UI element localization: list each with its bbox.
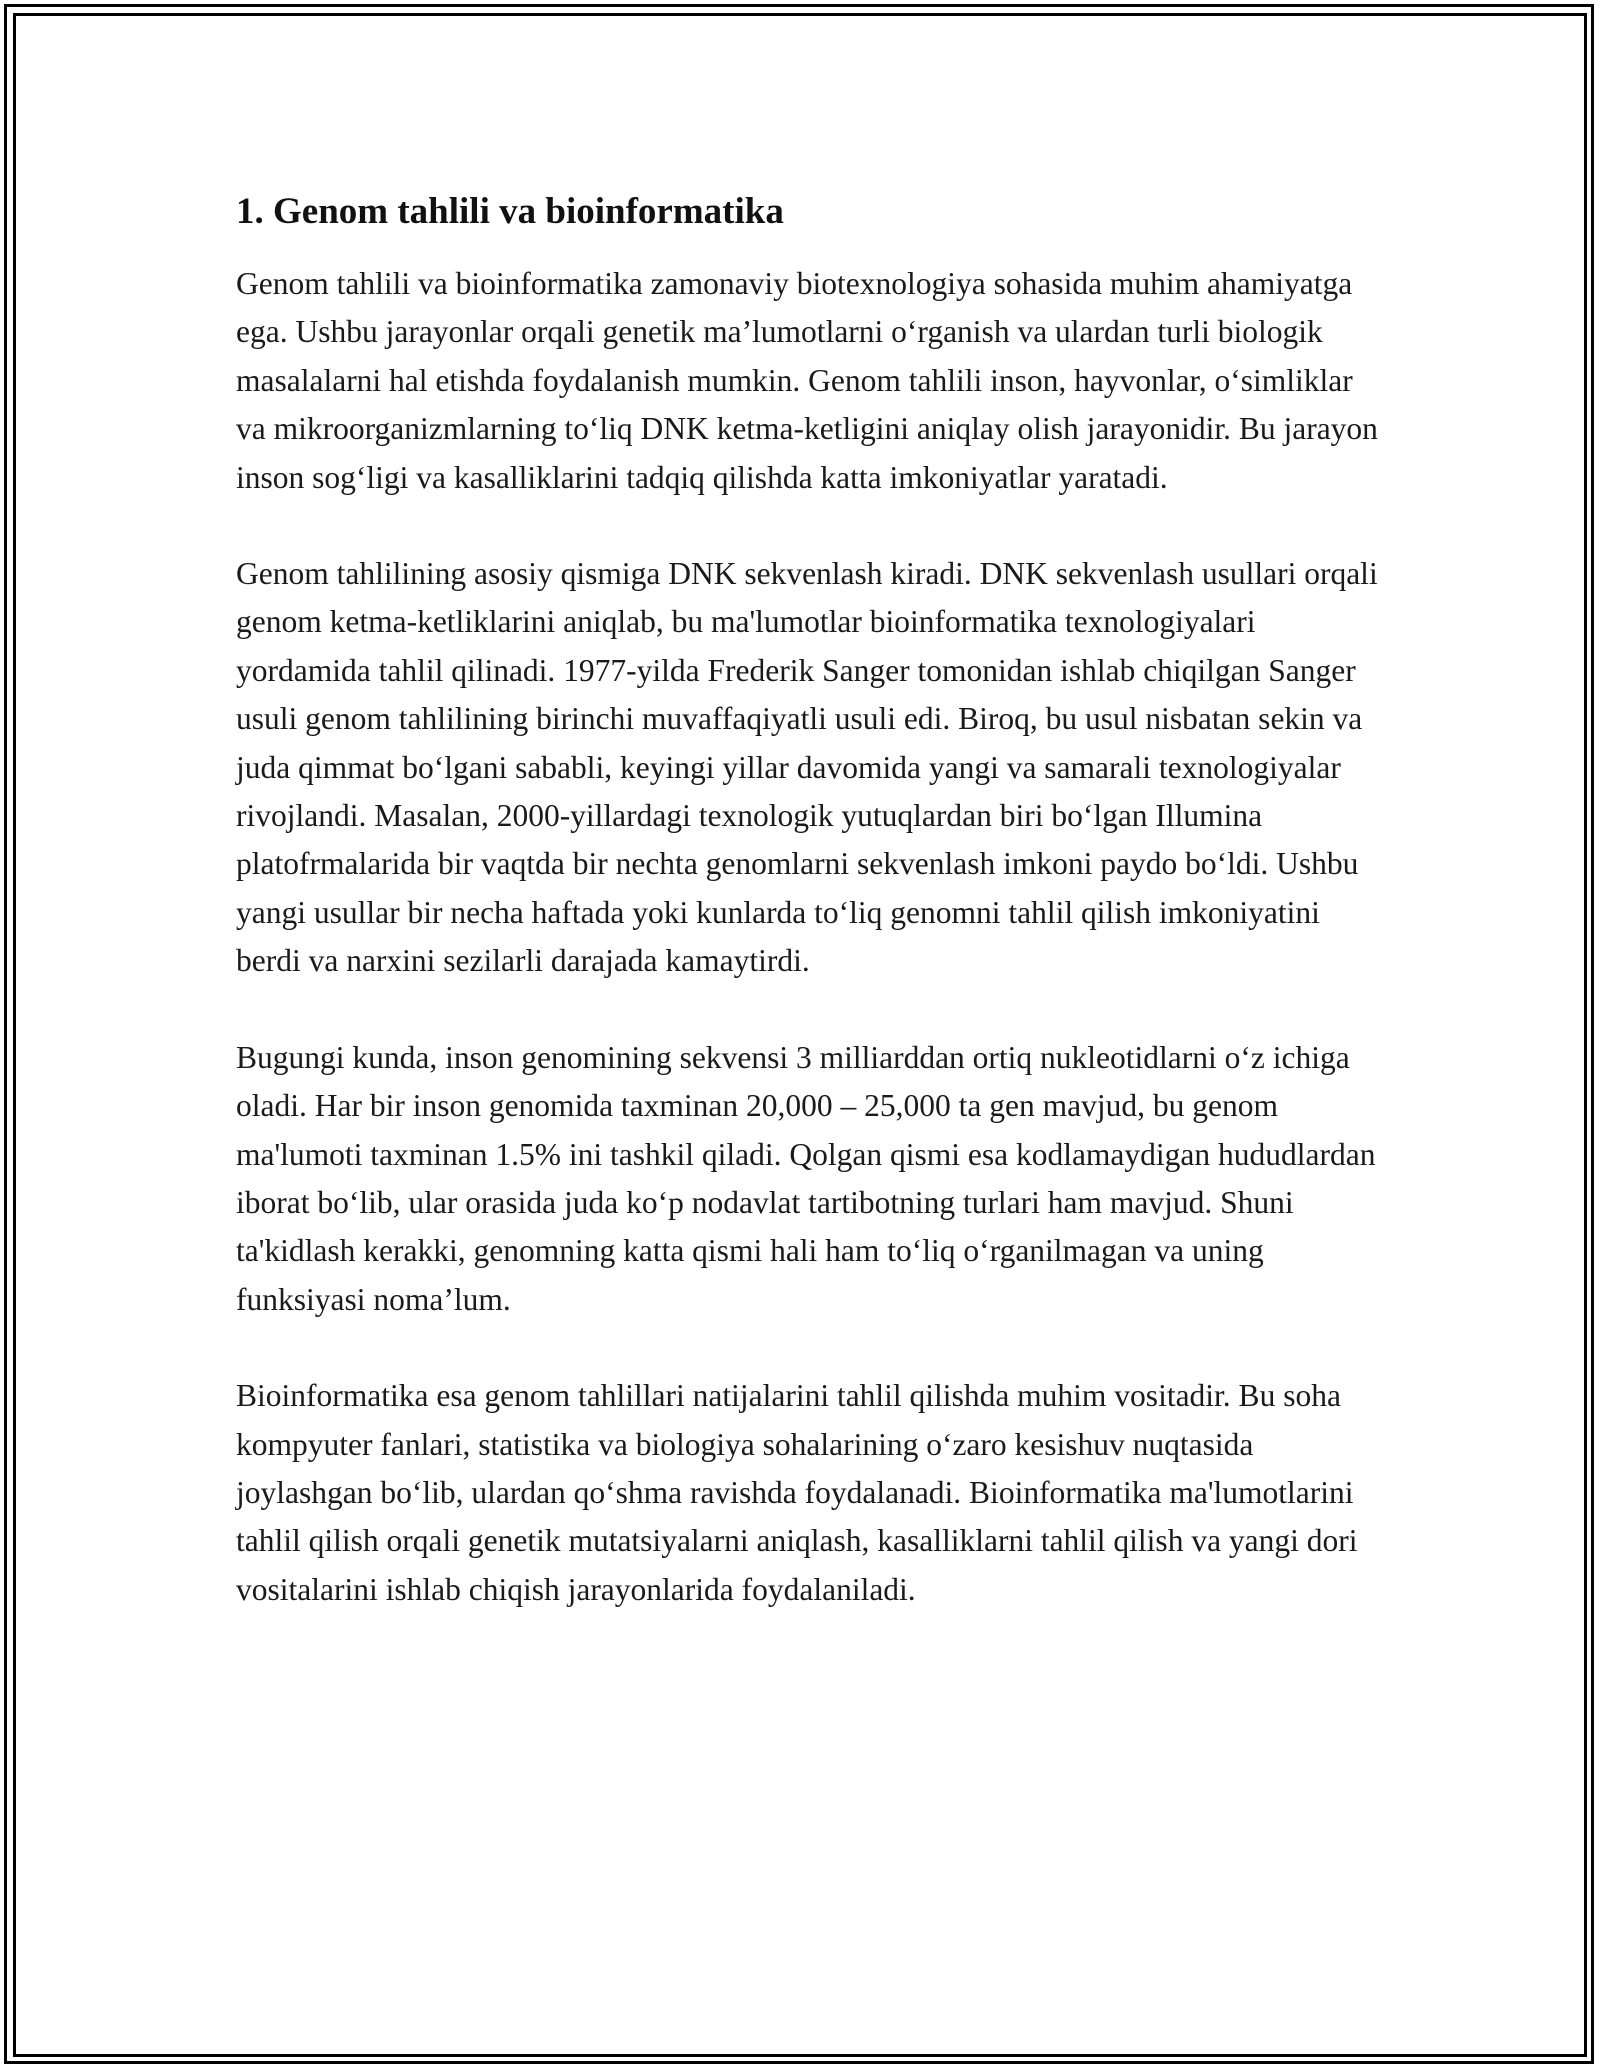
paragraph-1: Genom tahlili va bioinformatika zamonaviy biotexnologiya sohasida muhim ahamiyatga ega. Ushbu jarayonlar orqali genetik ma’lumotlarni o‘rganish va ulardan turli biologik masalalarni hal etishda foydalanish mumkin. Genom tahlili inson, hayvonlar, o‘simliklar va mikroorganizmlarning to‘liq DNK ketma-ketligini aniqlay olish jarayonidir. Bu jarayon inson sog‘ligi va kasalliklarini tadqiq qilishda katta imkoniyatlar yaratadi.: [236, 266, 1378, 495]
section-heading: 1. Genom tahlili va bioinformatika: [236, 191, 784, 232]
paragraph-2: Genom tahlilining asosiy qismiga DNK sekvenlash kiradi. DNK sekvenlash usullari orqali genom ketma-ketliklarini aniqlab, bu ma'lumotlar bioinformatika texnologiyalari yordamida tahlil qilinadi. 1977-yilda Frederik Sanger tomonidan ishlab chiqilgan Sanger usuli genom tahlilining birinchi muvaffaqiyatli usuli edi. Biroq, bu usul nisbatan sekin va juda qimmat bo‘lgani sababli, keyingi yillar davomida yangi va samarali texnologiyalar rivojlandi. Masalan, 2000-yillardagi texnologik yutuqlardan biri bo‘lgan Illumina platofrmalarida bir vaqtda bir nechta genomlarni sekvenlash imkoni paydo bo‘ldi. Ushbu yangi usullar bir necha haftada yoki kunlarda to‘liq genomni tahlil qilish imkoniyatini berdi va narxini sezilarli darajada kamaytirdi.: [236, 556, 1378, 979]
document-body: [236, 186, 1386, 1662]
paragraph-3: Bugungi kunda, inson genomining sekvensi 3 milliarddan ortiq nukleotidlarni o‘z ichiga oladi. Har bir inson genomida taxminan 20,000 – 25,000 ta gen mavjud, bu genom ma'lumoti taxminan 1.5% ini tashkil qiladi. Qolgan qismi esa kodlamaydigan hududlardan iborat bo‘lib, ular orasida juda ko‘p nodavlat tartibotning turlari ham mavjud. Shuni ta'kidlash kerakki, genomning katta qismi hali ham to‘liq o‘rganilmagan va uning funksiyasi noma’lum.: [236, 1039, 1376, 1317]
paragraph-4: Bioinformatika esa genom tahlillari natijalarini tahlil qilishda muhim vositadir. Bu soha kompyuter fanlari, statistika va biologiya sohalarining o‘zaro kesishuv nuqtasida joylashgan bo‘lib, ulardan qo‘shma ravishda foydalanadi. Bioinformatika ma'lumotlarini tahlil qilish orqali genetik mutatsiyalarni aniqlash, kasalliklarni tahlil qilish va yangi dori vositalarini ishlab chiqish jarayonlarida foydalaniladi.: [236, 1378, 1358, 1607]
